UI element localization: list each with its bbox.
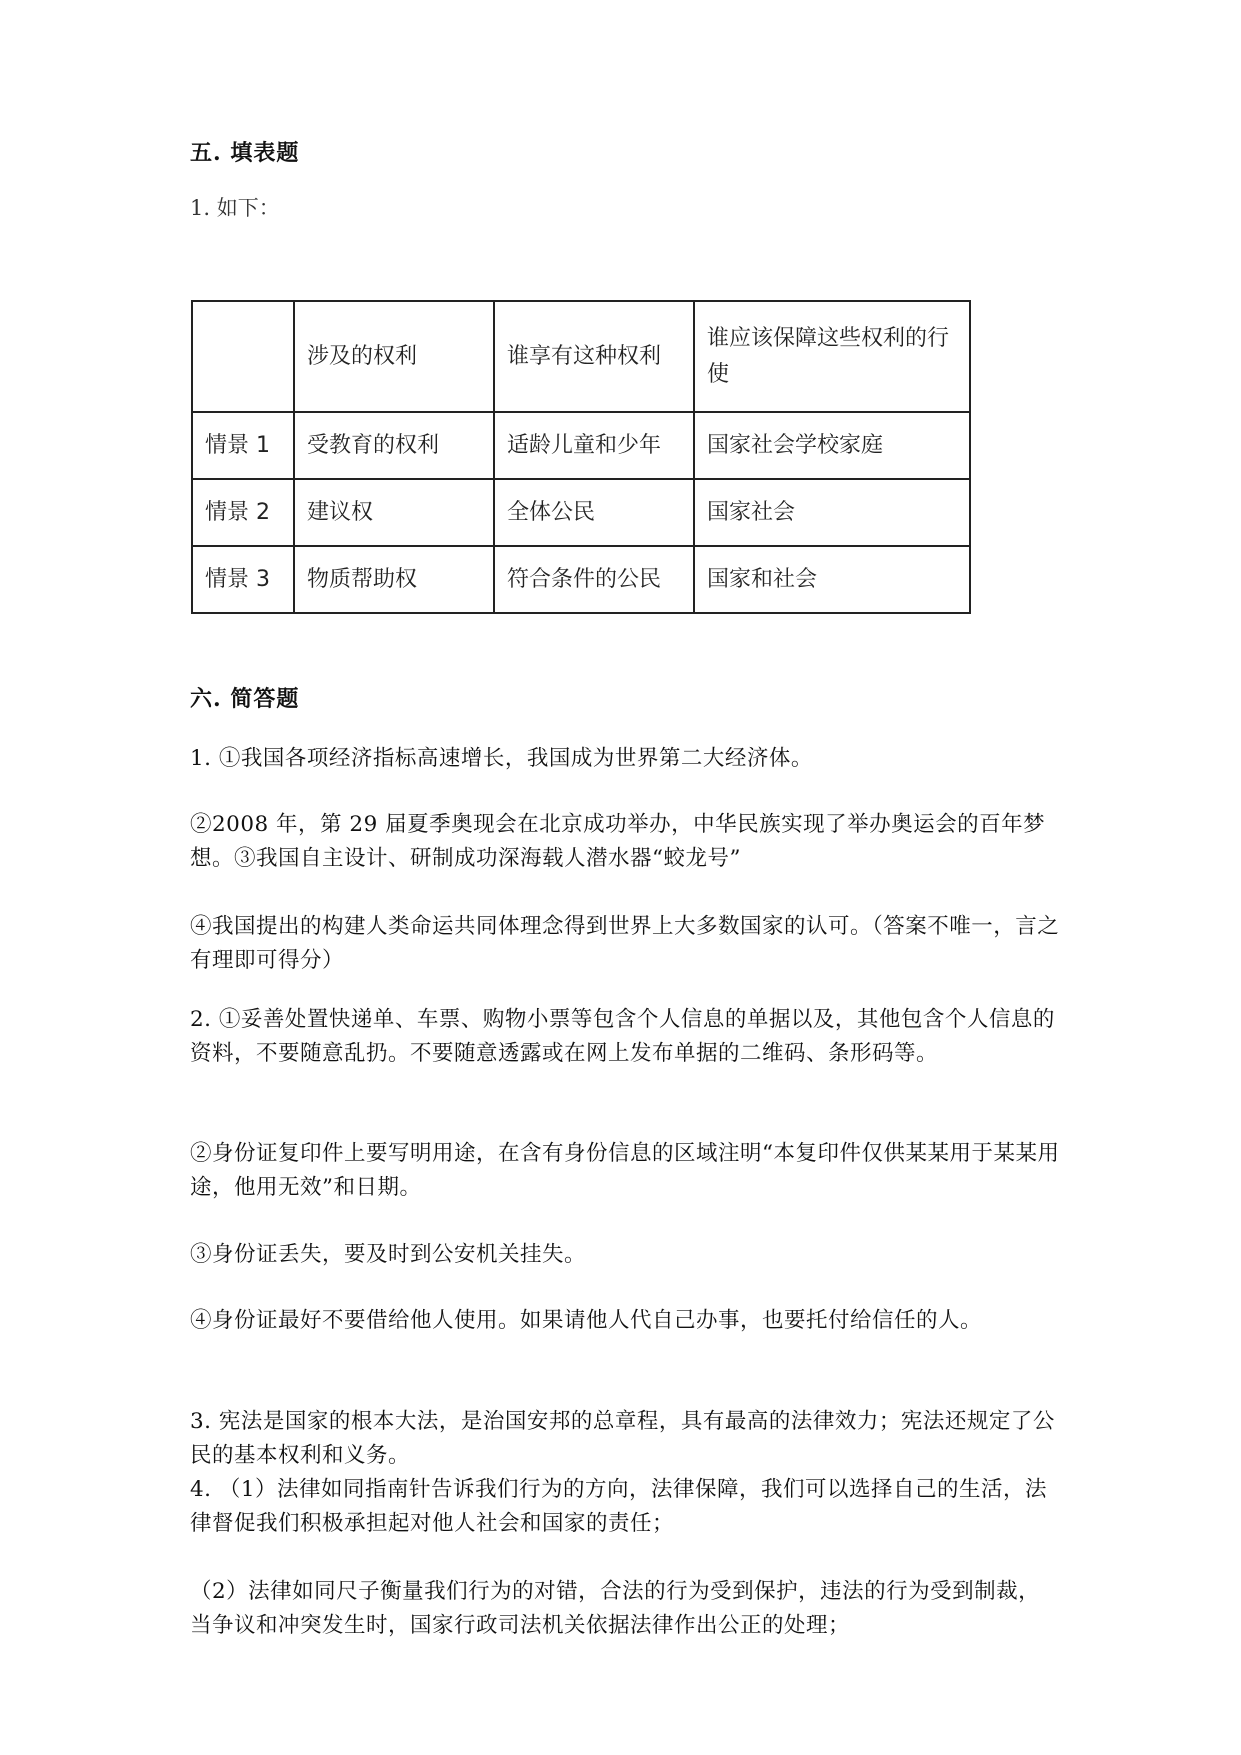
table-cell: 国家社会 [694, 479, 970, 546]
answer-paragraph: ④我国提出的构建人类命运共同体理念得到世界上大多数国家的认可。（答案不唯一，言之有理即可得分） [190, 914, 1060, 973]
section-6-title: 六. 简答题 [190, 686, 300, 712]
table-cell: 情景 2 [192, 479, 294, 546]
table-cell: 情景 1 [192, 412, 294, 479]
table-header-cell: 涉及的权利 [294, 301, 494, 412]
answer-paragraph: 2. ①妥善处置快递单、车票、购物小票等包含个人信息的单据以及，其他包含个人信息的资料，不要随意乱扔。不要随意透露或在网上发布单据的二维码、条形码等。 [190, 1007, 1055, 1066]
table-cell: 全体公民 [494, 479, 694, 546]
q1-intro: 1. 如下： [190, 196, 280, 220]
table-cell: 建议权 [294, 479, 494, 546]
table-cell: 适龄儿童和少年 [494, 412, 694, 479]
table-cell: 受教育的权利 [294, 412, 494, 479]
rights-table [191, 300, 971, 614]
table-header-cell: 谁享有这种权利 [494, 301, 694, 412]
table-row [192, 479, 970, 546]
answer-paragraph: （2）法律如同尺子衡量我们行为的对错，合法的行为受到保护，违法的行为受到制裁，当争议和冲突发生时，国家行政司法机关依据法律作出公正的处理； [190, 1579, 1041, 1638]
table-header-row [192, 301, 970, 412]
table-header-cell: 谁应该保障这些权利的行使 [694, 301, 970, 412]
answer-paragraph: 1. ①我国各项经济指标高速增长，我国成为世界第二大经济体。 [190, 746, 813, 771]
table-cell: 物质帮助权 [294, 546, 494, 613]
answer-paragraph: ③身份证丢失，要及时到公安机关挂失。 [190, 1242, 587, 1267]
table-header-cell [192, 301, 294, 412]
table-cell: 国家社会学校家庭 [694, 412, 970, 479]
section-5-title: 五. 填表题 [190, 140, 300, 166]
table-cell: 符合条件的公民 [494, 546, 694, 613]
table-row [192, 412, 970, 479]
answer-paragraph: 4. （1）法律如同指南针告诉我们行为的方向，法律保障，我们可以选择自己的生活，法律督促我们积极承担起对他人社会和国家的责任； [190, 1477, 1048, 1536]
table-cell: 国家和社会 [694, 546, 970, 613]
answer-paragraph: ②2008 年，第 29 届夏季奥现会在北京成功举办，中华民族实现了举办奥运会的百年梦想。③我国自主设计、研制成功深海载人潜水器“蛟龙号” [190, 812, 1046, 871]
answer-paragraph: 3. 宪法是国家的根本大法，是治国安邦的总章程，具有最高的法律效力；宪法还规定了公民的基本权利和义务。 [190, 1409, 1055, 1468]
answer-paragraph: ④身份证最好不要借给他人使用。如果请他人代自己办事，也要托付给信任的人。 [190, 1308, 983, 1333]
answer-paragraph: ②身份证复印件上要写明用途，在含有身份信息的区域注明“本复印件仅供某某用于某某用途，他用无效”和日期。 [190, 1141, 1060, 1200]
table-row [192, 546, 970, 613]
table-cell: 情景 3 [192, 546, 294, 613]
